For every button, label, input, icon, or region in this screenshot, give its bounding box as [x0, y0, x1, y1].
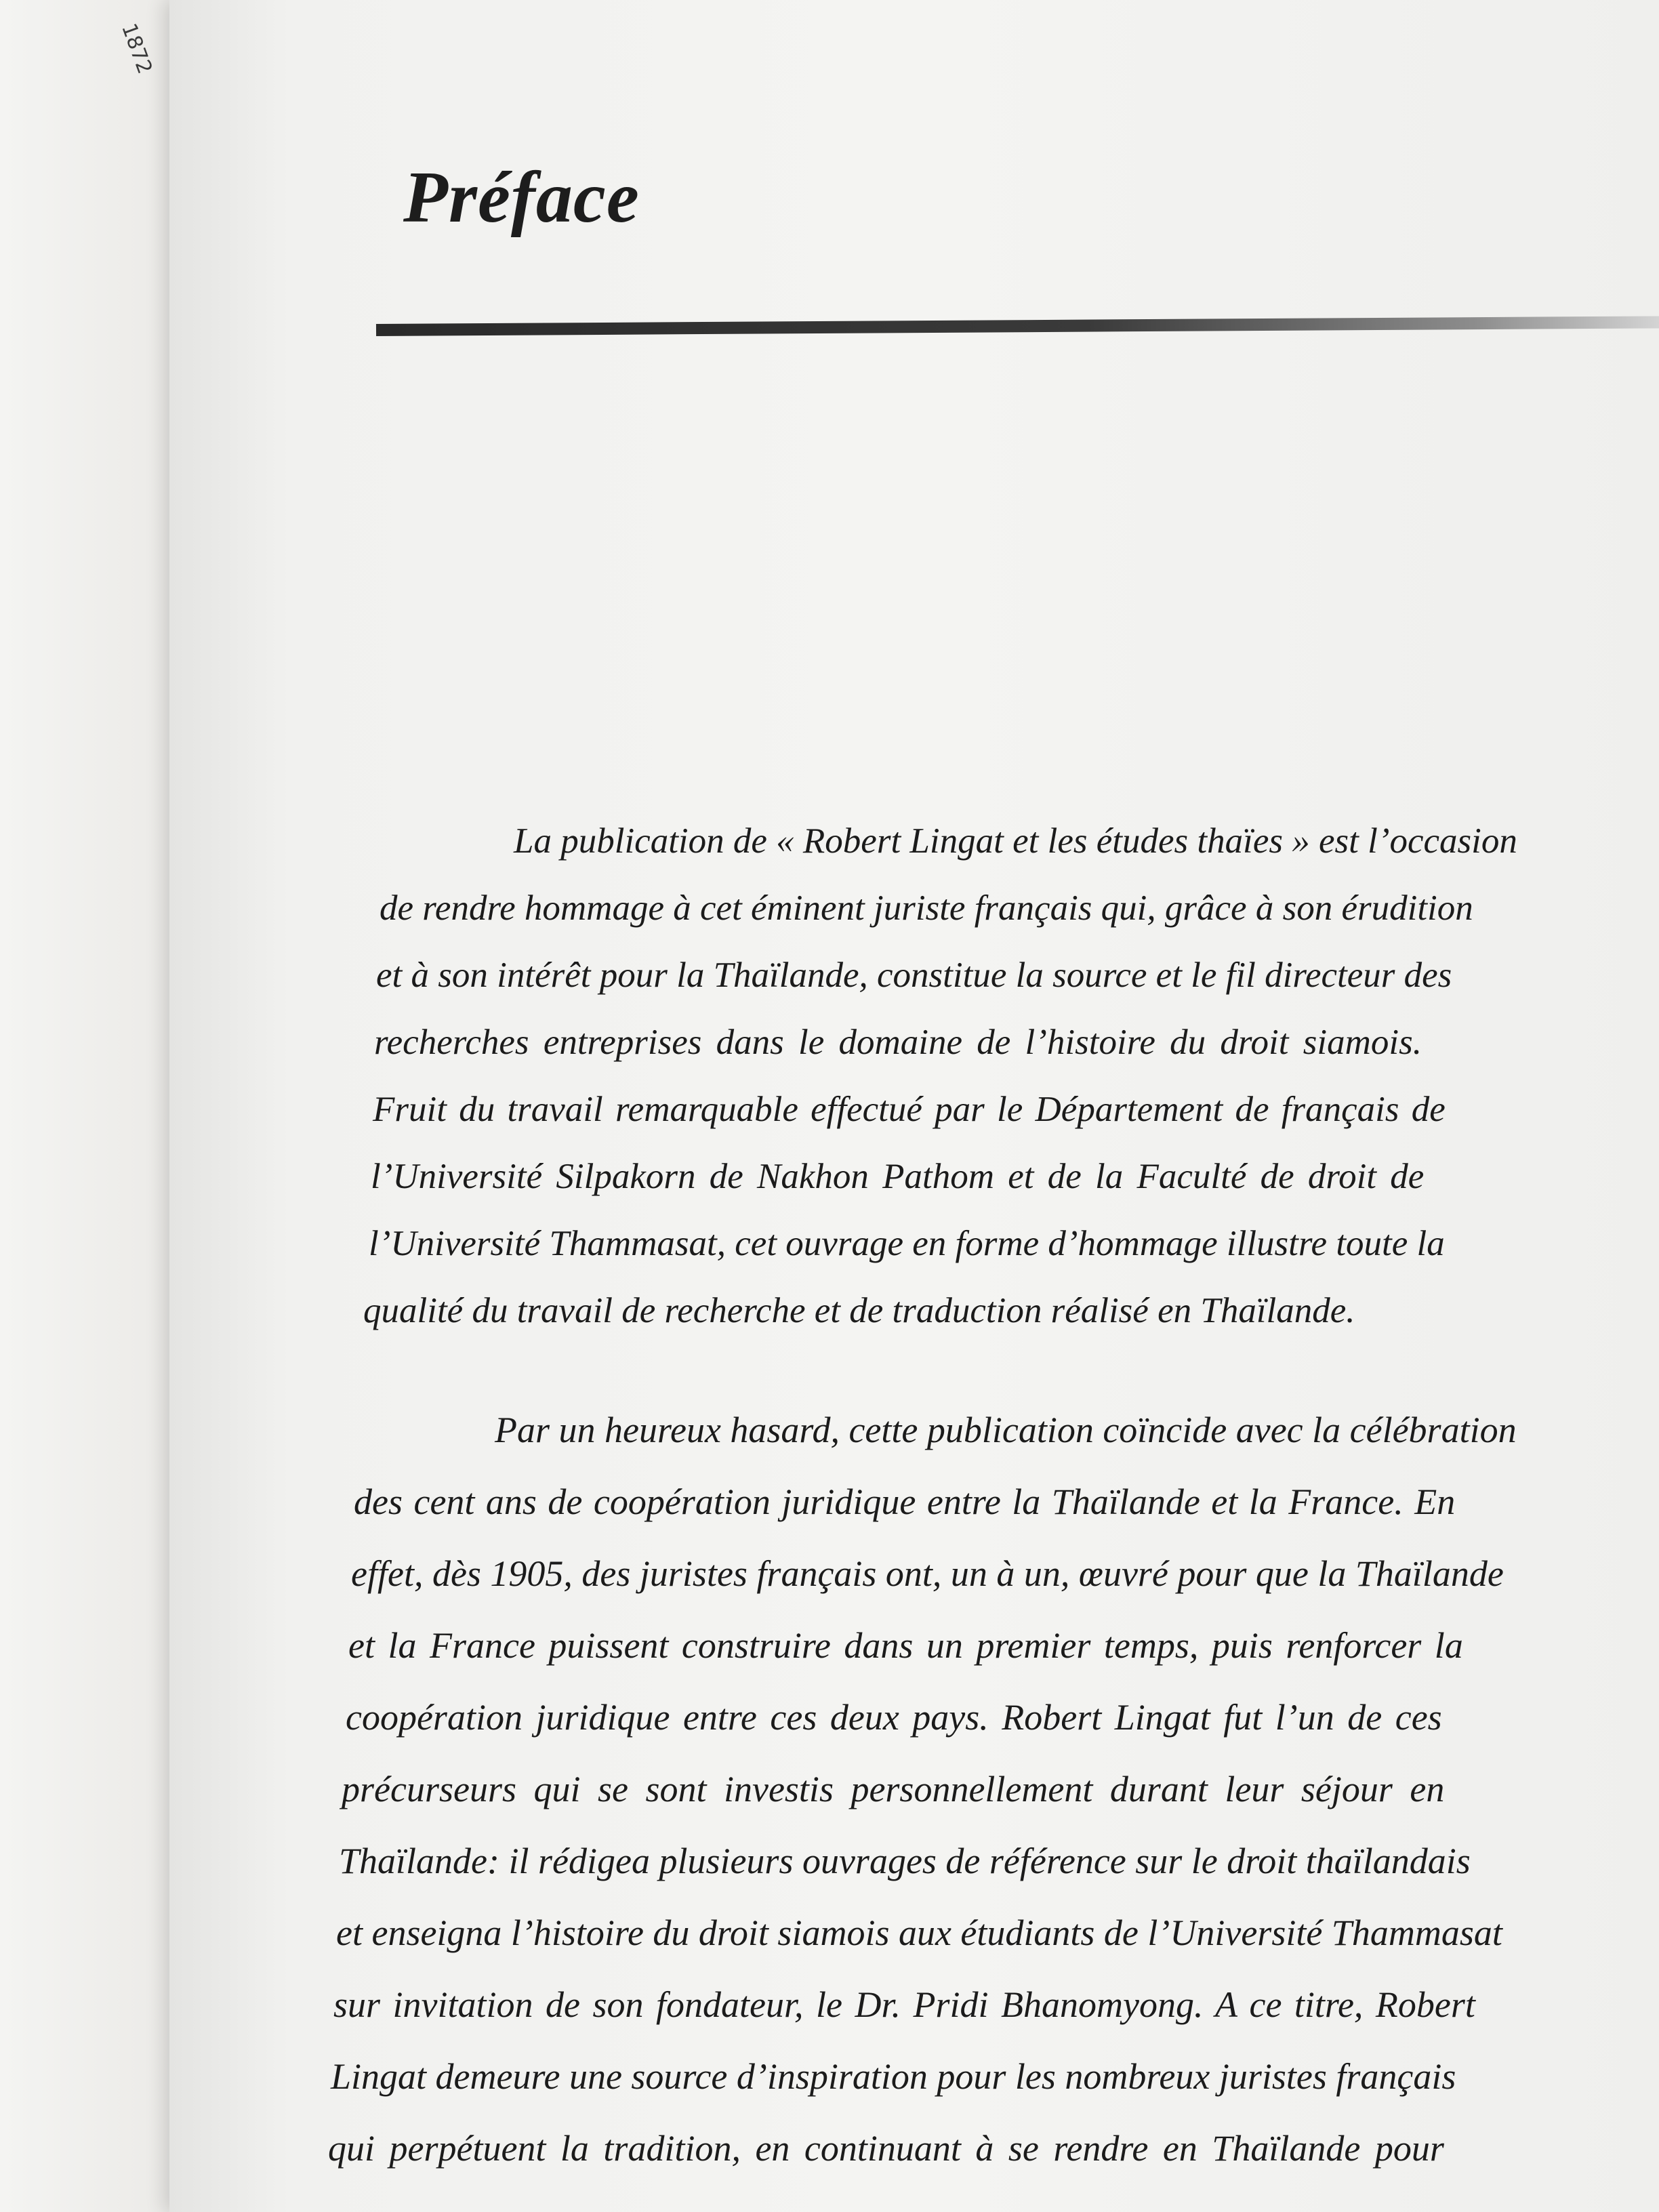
text-line: coopération juridique entre ces deux pays. Robert Lingat fut l’un de ces: [346, 1697, 1442, 1738]
text-line: recherches entreprises dans le domaine de l’histoire du droit siamois.: [374, 1023, 1422, 1062]
page-title: Préface: [403, 157, 640, 238]
text-line: l’Université Silpakorn de Nakhon Pathom et de la Faculté de droit de: [371, 1157, 1425, 1196]
text-line: effet, dès 1905, des juristes français ont, un à un, œuvré pour que la Thaïlande: [351, 1553, 1504, 1594]
title-rule: [376, 316, 1659, 336]
book-page: [169, 0, 1659, 2212]
text-line: et enseigna l’histoire du droit siamois aux étudiants de l’Université Thammasat: [336, 1912, 1502, 1953]
text-line: qualité du travail de recherche et de traduction réalisé en Thaïlande.: [363, 1291, 1355, 1330]
text-line: l’Université Thammasat, cet ouvrage en forme d’hommage illustre toute la: [369, 1224, 1445, 1263]
text-line: des cent ans de coopération juridique entre la Thaïlande et la France. En: [354, 1481, 1456, 1522]
text-line: et la France puissent construire dans un premier temps, puis renforcer la: [348, 1625, 1463, 1666]
text-line: Lingat demeure une source d’inspiration pour les nombreux juristes français: [331, 2056, 1456, 2097]
text-line: sur invitation de son fondateur, le Dr. Pridi Bhanomyong. A ce titre, Robert: [333, 1984, 1475, 2025]
text-line: Fruit du travail remarquable effectué par le Département de français de: [373, 1090, 1446, 1129]
margin-note: 1872: [117, 20, 157, 77]
text-line: et à son intérêt pour la Thaïlande, constitue la source et le fil directeur des: [376, 956, 1452, 995]
text-line: Thaïlande: il rédigea plusieurs ouvrages de référence sur le droit thaïlandais: [339, 1841, 1471, 1881]
text-line: La publication de « Robert Lingat et les études thaïes » est l’occasion: [514, 821, 1517, 861]
text-line: précurseurs qui se sont investis personnellement durant leur séjour en: [342, 1769, 1445, 1809]
text-line: qui perpétuent la tradition, en continuant à se rendre en Thaïlande pour: [328, 2128, 1444, 2169]
text-line: Par un heureux hasard, cette publication coïncide avec la célébration: [495, 1410, 1517, 1450]
text-line: de rendre hommage à cet éminent juriste français qui, grâce à son érudition: [380, 888, 1473, 928]
